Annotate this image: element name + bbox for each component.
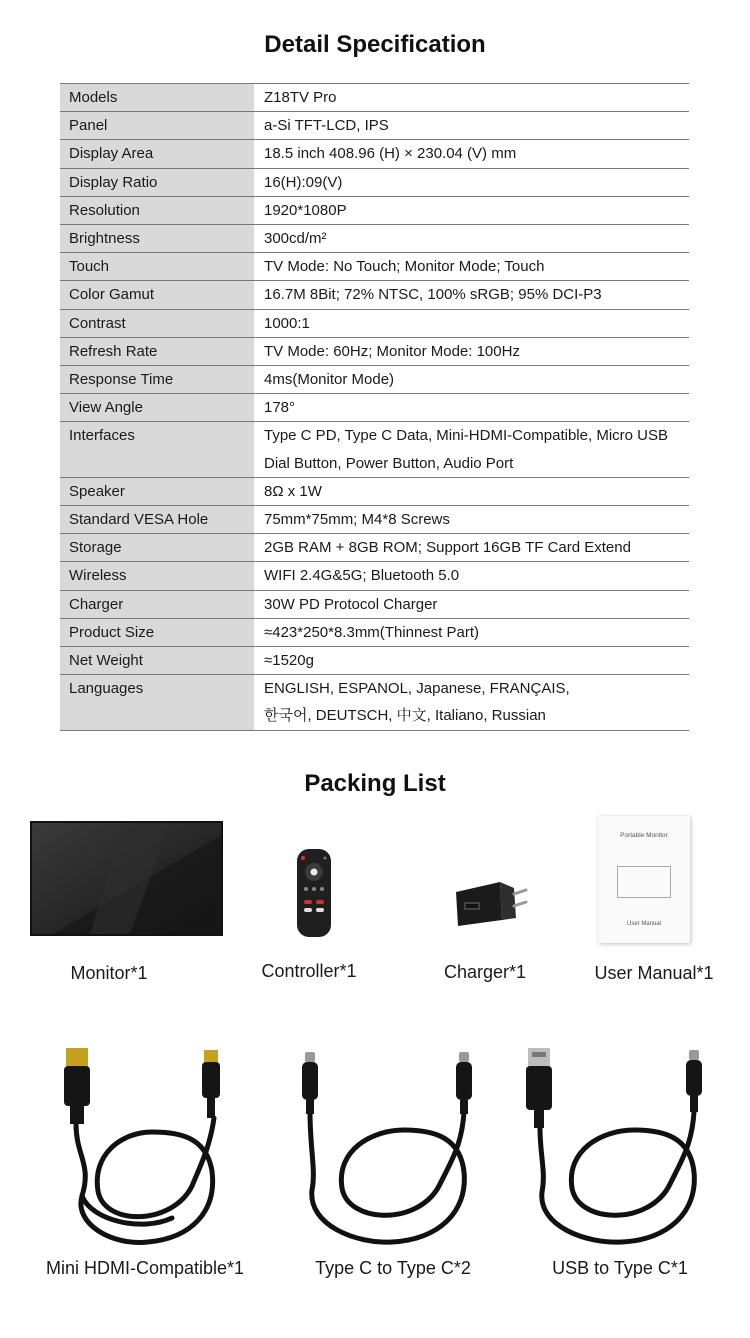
mini-hdmi-label: Mini HDMI-Compatible*1 [45,1258,245,1278]
spec-key: Response Time [60,366,254,393]
spec-value-line: 1920*1080P [264,201,347,219]
spec-row [60,675,689,730]
spec-value-line: Z18TV Pro [264,89,337,106]
controller-label: Controller*1 [261,961,357,981]
spec-row [60,281,689,309]
spec-value-line: 300cd/m² [264,230,327,248]
spec-value-line: ENGLISH, ESPANOL, Japanese, FRANÇAIS, [264,680,570,698]
spec-value [254,197,689,224]
spec-row [60,394,689,422]
spec-value [254,310,689,337]
spec-row [60,647,689,675]
manual-cover-subtitle: User Manual [626,921,661,927]
spec-value-line: 1000:1 [264,314,310,332]
spec-row [60,84,689,112]
spec-row [60,338,689,366]
spec-value-line: 16(H):09(V) [264,173,343,191]
charger-image [450,872,530,928]
spec-value-line: TV Mode: 60Hz; Monitor Mode: 100Hz [264,342,520,360]
spec-value [254,562,689,589]
user-manual-image [598,816,690,943]
spec-value-line: 18.5 inch 408.96 (H) × 230.04 (V) mm [264,145,517,163]
spec-key: Product Size [60,619,254,646]
spec-key: Interfaces [60,422,254,476]
spec-value-line: 한국어, DEUTSCH, 中文, Italiano, Russian [264,707,546,725]
spec-row [60,619,689,647]
spec-row [60,591,689,619]
spec-row [60,562,689,590]
mini-hdmi-cable-image [52,1046,232,1246]
spec-table [60,83,689,731]
monitor-image [30,821,223,936]
spec-value [254,675,689,729]
spec-row [60,506,689,534]
spec-key: Speaker [60,478,254,505]
spec-title: Detail Specification [264,31,486,58]
spec-key: Color Gamut [60,281,254,308]
spec-key: Charger [60,591,254,618]
spec-value [254,169,689,196]
spec-value [254,534,689,561]
spec-value [254,394,689,421]
spec-value-line: 16.7M 8Bit; 72% NTSC, 100% sRGB; 95% DCI-P3 [264,286,602,304]
spec-value [254,225,689,252]
spec-key: Wireless [60,562,254,589]
spec-key: Refresh Rate [60,338,254,365]
type-c-cable-image [296,1050,481,1246]
spec-value [254,647,689,674]
spec-value [254,422,689,476]
usb-type-c-cable-image [520,1046,710,1246]
spec-row [60,140,689,168]
spec-row [60,478,689,506]
spec-row [60,310,689,338]
spec-value-line: 2GB RAM + 8GB ROM; Support 16GB TF Card Extend [264,539,631,557]
spec-value-line: 4ms(Monitor Mode) [264,371,395,389]
spec-value [254,84,689,111]
type-c-label: Type C to Type C*2 [315,1258,471,1278]
spec-value [254,253,689,280]
spec-row [60,112,689,140]
spec-value-line: 8Ω x 1W [264,482,322,500]
packing-title: Packing List [304,770,446,797]
spec-value-line: 178° [264,399,296,417]
spec-value [254,338,689,365]
spec-value [254,506,689,533]
spec-key: Display Ratio [60,169,254,196]
spec-key: Touch [60,253,254,280]
user-manual-label: User Manual*1 [594,963,714,983]
spec-row [60,169,689,197]
spec-row [60,225,689,253]
spec-value-line: Type C PD, Type C Data, Mini-HDMI-Compatible, Micro USB [264,427,668,445]
spec-value [254,619,689,646]
spec-value-line: 30W PD Protocol Charger [264,595,438,613]
spec-value [254,591,689,618]
spec-value-line: ≈423*250*8.3mm(Thinnest Part) [264,623,480,641]
spec-key: Languages [60,675,254,729]
spec-value-line: Dial Button, Power Button, Audio Port [264,454,514,472]
spec-key: Standard VESA Hole [60,506,254,533]
spec-value-line: WIFI 2.4G&5G; Bluetooth 5.0 [264,567,460,585]
charger-label: Charger*1 [443,962,527,982]
spec-key: Panel [60,112,254,139]
spec-key: Brightness [60,225,254,252]
spec-key: Models [60,84,254,111]
manual-cover-monitor-outline [617,866,671,898]
spec-value [254,366,689,393]
spec-key: Storage [60,534,254,561]
manual-cover-title: Portable Monitor [620,832,668,839]
spec-value [254,478,689,505]
remote-control-image [291,848,337,938]
spec-key: Resolution [60,197,254,224]
spec-key: Contrast [60,310,254,337]
spec-value [254,112,689,139]
monitor-label: Monitor*1 [70,963,148,983]
spec-value-line: ≈1520g [264,652,314,670]
spec-key: Display Area [60,140,254,167]
usb-type-c-label: USB to Type C*1 [552,1258,688,1278]
spec-value [254,140,689,167]
spec-key: View Angle [60,394,254,421]
spec-row [60,422,689,477]
spec-value-line: 75mm*75mm; M4*8 Screws [264,511,450,529]
spec-row [60,534,689,562]
spec-value-line: a-Si TFT-LCD, IPS [264,117,389,135]
spec-row [60,197,689,225]
spec-row [60,253,689,281]
spec-value [254,281,689,308]
spec-value-line: TV Mode: No Touch; Monitor Mode; Touch [264,258,545,276]
spec-row [60,366,689,394]
spec-key: Net Weight [60,647,254,674]
